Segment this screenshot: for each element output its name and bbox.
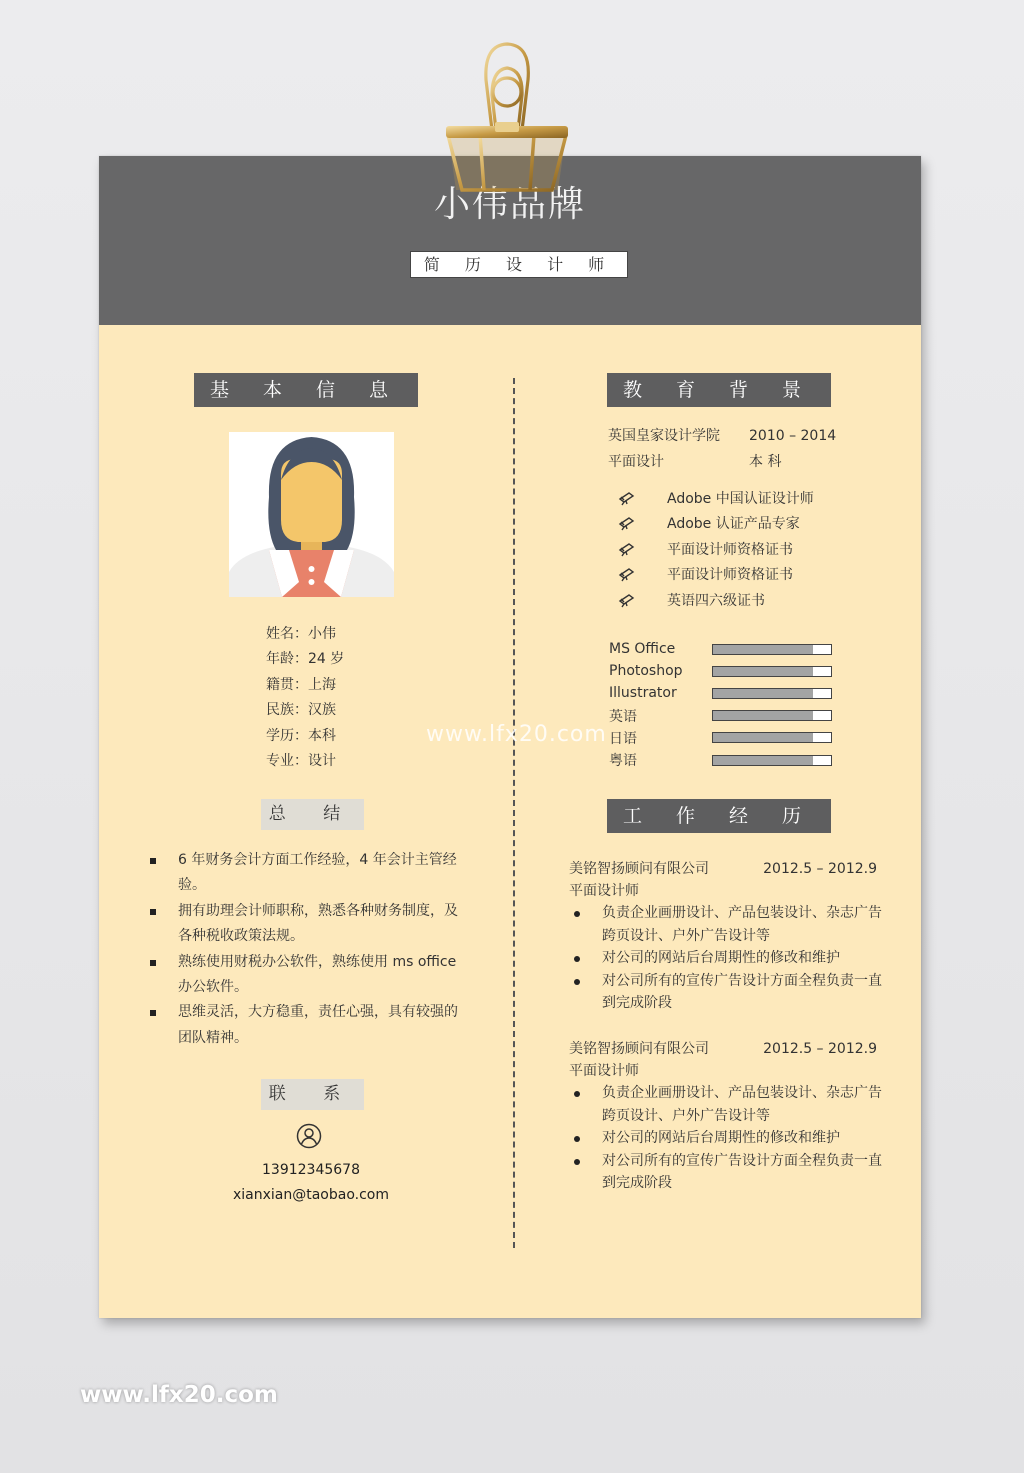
section-title-basic-info: 基 本 信 息 xyxy=(194,373,418,407)
edu-major: 平面设计 xyxy=(608,454,664,470)
edu-degree: 本 科 xyxy=(749,454,782,470)
skill-bar xyxy=(712,755,832,766)
bullet-dot-icon xyxy=(574,956,580,962)
certificate-ribbon-icon xyxy=(618,489,667,507)
skill-label: 英语 xyxy=(609,708,637,725)
info-ethnicity: 民族：汉族 xyxy=(266,702,336,719)
basic-info-list xyxy=(266,622,344,774)
certificate-item: Adobe 中国认证设计师 xyxy=(618,485,814,511)
summary-item: 熟练使用财税办公软件，熟练使用 ms office 办公软件。 xyxy=(147,950,467,1001)
skill-label: Illustrator xyxy=(609,685,677,702)
certificate-ribbon-icon xyxy=(618,514,667,532)
skill-row xyxy=(609,682,832,704)
bullet-square-icon xyxy=(150,909,156,915)
job-duty: 对公司的网站后台周期性的修改和维护 xyxy=(569,1127,895,1150)
education-block xyxy=(608,423,836,475)
section-title-summary: 总 结 xyxy=(261,799,364,830)
skill-bar-fill xyxy=(713,689,813,698)
skill-row xyxy=(609,660,832,682)
job-role: 平面设计师 xyxy=(569,1063,639,1079)
job-duty: 负责企业画册设计、产品包装设计、杂志广告跨页设计、户外广告设计等 xyxy=(569,902,895,947)
info-age: 年龄：24 岁 xyxy=(266,651,345,668)
skill-row xyxy=(609,727,832,749)
certificate-item: 英语四六级证书 xyxy=(618,587,814,613)
job-entry xyxy=(569,858,889,1015)
job-duty: 负责企业画册设计、产品包装设计、杂志广告跨页设计、户外广告设计等 xyxy=(569,1082,895,1127)
bullet-dot-icon xyxy=(574,911,580,917)
bullet-dot-icon xyxy=(574,1159,580,1165)
edu-school: 英国皇家设计学院 xyxy=(608,428,720,444)
bullet-dot-icon xyxy=(574,979,580,985)
bullet-square-icon xyxy=(150,960,156,966)
skill-bar xyxy=(712,666,832,677)
certificate-ribbon-icon xyxy=(618,591,667,609)
skill-bar-fill xyxy=(713,711,813,720)
binder-clip xyxy=(440,40,575,210)
info-name: 姓名：小伟 xyxy=(266,626,336,642)
certificate-ribbon-icon xyxy=(618,565,667,583)
avatar-illustration xyxy=(229,432,394,597)
job-period: 2012.5 – 2012.9 xyxy=(763,1041,877,1057)
summary-item: 拥有助理会计师职称，熟悉各种财务制度，及各种税收政策法规。 xyxy=(147,899,467,950)
summary-item: 思维灵活，大方稳重，责任心强，具有较强的团队精神。 xyxy=(147,1000,467,1051)
certificate-list xyxy=(618,485,814,613)
skill-label: 日语 xyxy=(609,730,637,747)
bullet-square-icon xyxy=(150,858,156,864)
skill-bar xyxy=(712,688,832,699)
certificate-item: 平面设计师资格证书 xyxy=(618,536,814,562)
summary-list xyxy=(147,848,467,1051)
summary-item: 6 年财务会计方面工作经验，4 年会计主管经验。 xyxy=(147,848,467,899)
job-company: 美铭智扬顾问有限公司 xyxy=(569,861,709,877)
avatar xyxy=(229,432,394,597)
contact-email: xianxian@taobao.com xyxy=(232,1187,390,1203)
job-entry xyxy=(569,1038,889,1195)
column-divider xyxy=(513,378,515,1248)
section-title-work: 工 作 经 历 xyxy=(607,799,831,833)
watermark-bottom-left: www.lfx20.com xyxy=(80,1382,278,1408)
skill-bar-fill xyxy=(713,756,813,765)
job-duty: 对公司的网站后台周期性的修改和维护 xyxy=(569,947,895,970)
skill-bar-fill xyxy=(713,667,813,676)
skill-label: 粤语 xyxy=(609,753,637,770)
bullet-dot-icon xyxy=(574,1136,580,1142)
info-major: 专业：设计 xyxy=(266,752,336,769)
bullet-square-icon xyxy=(150,1010,156,1016)
skill-label: MS Office xyxy=(609,641,676,658)
job-role: 平面设计师 xyxy=(569,883,639,899)
resume-name: 小伟品牌 xyxy=(433,184,586,225)
job-period: 2012.5 – 2012.9 xyxy=(763,861,877,877)
skill-row xyxy=(609,705,832,727)
skill-bar xyxy=(712,644,832,655)
certificate-item: Adobe 认证产品专家 xyxy=(618,511,814,537)
bullet-dot-icon xyxy=(574,1091,580,1097)
certificate-ribbon-icon xyxy=(618,540,667,558)
section-title-contact: 联 系 xyxy=(261,1079,364,1110)
skills-list xyxy=(609,638,832,771)
contact-phone: 13912345678 xyxy=(262,1162,360,1178)
info-hometown: 籍贯：上海 xyxy=(266,676,336,693)
skill-bar xyxy=(712,732,832,743)
job-duty: 对公司所有的宣传广告设计方面全程负责一直到完成阶段 xyxy=(569,970,895,1015)
resume-subtitle: 简 历 设 计 师 xyxy=(410,251,628,278)
skill-row xyxy=(609,749,832,771)
skill-bar xyxy=(712,710,832,721)
skill-bar-fill xyxy=(713,733,813,742)
section-title-education: 教 育 背 景 xyxy=(607,373,831,407)
user-circle-icon xyxy=(296,1123,322,1149)
skill-row xyxy=(609,638,832,660)
certificate-item: 平面设计师资格证书 xyxy=(618,562,814,588)
job-duty: 对公司所有的宣传广告设计方面全程负责一直到完成阶段 xyxy=(569,1150,895,1195)
job-company: 美铭智扬顾问有限公司 xyxy=(569,1041,709,1057)
watermark-center: www.lfx20.com xyxy=(426,722,607,747)
edu-years: 2010 – 2014 xyxy=(749,428,837,444)
info-education: 学历：本科 xyxy=(266,727,336,744)
skill-bar-fill xyxy=(713,645,813,654)
skill-label: Photoshop xyxy=(609,663,683,680)
